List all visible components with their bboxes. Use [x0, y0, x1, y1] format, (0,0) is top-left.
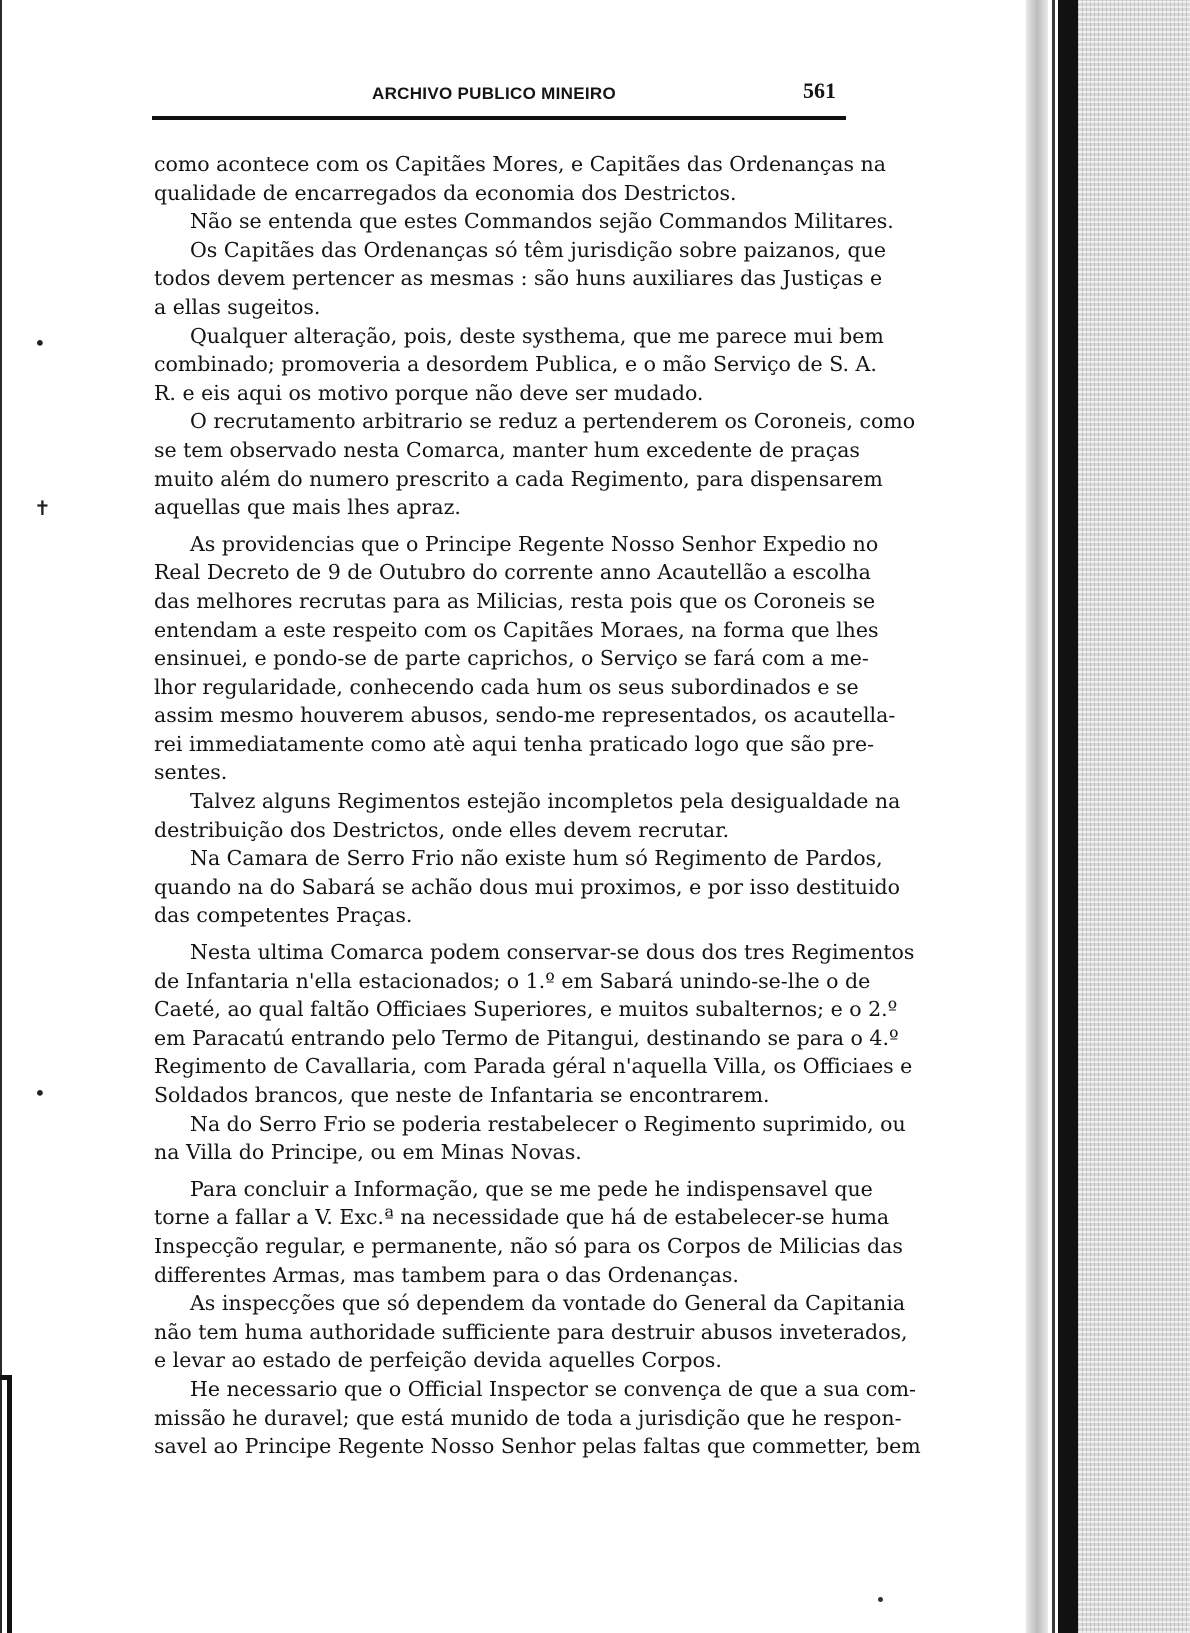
text-line: se tem observado nesta Comarca, manter hum excedente de praças: [154, 437, 860, 462]
speck: [878, 1597, 883, 1602]
text-line: e levar ao estado de perfeição devida aquelles Corpos.: [154, 1348, 722, 1373]
text-line: ensinuei, e pondo-se de parte caprichos, o Serviço se fará com a me-: [154, 646, 869, 671]
text-line: Qualquer alteração, pois, deste systhema, que me parece mui bem: [190, 323, 884, 348]
text-line: Nesta ultima Comarca podem conservar-se dous dos tres Regimentos: [190, 940, 915, 965]
text-line: torne a fallar a V. Exc.ª na necessidade que há de estabelecer-se huma: [154, 1205, 890, 1230]
margin-dot: •: [34, 331, 46, 355]
text-line: Os Capitães das Ordenanças só têm jurisdição sobre paizanos, que: [190, 237, 886, 262]
text-line: Na do Serro Frio se poderia restabelecer o Regimento suprimido, ou: [190, 1111, 906, 1136]
text-line: savel ao Principe Regente Nosso Senhor pelas faltas que commetter, bem: [154, 1434, 921, 1459]
text-line: como acontece com os Capitães Mores, e Capitães das Ordenanças na: [154, 152, 886, 176]
header-rule: [152, 116, 846, 120]
text-line: todos devem pertencer as mesmas : são huns auxiliares das Justiças e: [154, 266, 883, 291]
text-line: de Infantaria n'ella estacionados; o 1.º em Sabará unindo-se-lhe o de: [154, 968, 871, 993]
margin-dagger: ✝: [34, 496, 51, 520]
running-head: [152, 78, 844, 112]
body-text: [154, 150, 921, 1461]
text-line: Não se entenda que estes Commandos sejão Commandos Militares.: [190, 209, 894, 234]
text-line: qualidade de encarregados da economia dos Destrictos.: [154, 180, 737, 205]
text-line: muito além do numero prescrito a cada Regimento, para dispensarem: [154, 466, 883, 491]
text-line: As inspecções que só dependem da vontade do General da Capitania: [190, 1291, 906, 1316]
text-line: aquellas que mais lhes apraz.: [154, 495, 461, 520]
text-line: Inspecção regular, e permanente, não só para os Corpos de Milicias das: [154, 1233, 903, 1258]
text-line: quando na do Sabará se achão dous mui proximos, e por isso destituido: [154, 874, 901, 899]
facing-page-edge: [1078, 0, 1190, 1633]
text-line: sentes.: [154, 760, 228, 785]
scan-corner-mark: [0, 1375, 12, 1633]
text-line: não tem huma authoridade sufficiente para destruir abusos inveterados,: [154, 1319, 908, 1344]
text-line: As providencias que o Principe Regente Nosso Senhor Expedio no: [190, 531, 879, 556]
text-line: O recrutamento arbitrario se reduz a pertenderem os Coroneis, como: [190, 409, 916, 434]
text-line: na Villa do Principe, ou em Minas Novas.: [154, 1140, 582, 1165]
text-line: He necessario que o Official Inspector se convença de que a sua com-: [190, 1376, 916, 1401]
text-line: Regimento de Cavallaria, com Parada géral n'aquella Villa, os Officiaes e: [154, 1054, 913, 1079]
book-gutter-shadow: [1026, 0, 1048, 1633]
text-line: rei immediatamente como atè aqui tenha praticado logo que são pre-: [154, 731, 875, 756]
text-line: Soldados brancos, que neste de Infantaria se encontrarem.: [154, 1083, 770, 1107]
running-head-title: ARCHIVO PUBLICO MINEIRO: [372, 84, 616, 103]
text-line: a ellas sugeitos.: [154, 294, 321, 319]
text-line: lhor regularidade, conhecendo cada hum os seus subordinados e se: [154, 674, 859, 699]
text-line: Na Camara de Serro Frio não existe hum só Regimento de Pardos,: [190, 846, 883, 871]
text-line: differentes Armas, mas tambem para o das Ordenanças.: [154, 1262, 739, 1287]
text-line: combinado; promoveria a desordem Publica, e o mão Serviço de S. A.: [154, 352, 877, 377]
text-line: das melhores recrutas para as Milicias, resta pois que os Coroneis se: [154, 588, 876, 613]
text-line: das competentes Praças.: [154, 903, 413, 928]
text-line: R. e eis aqui os motivo porque não deve ser mudado.: [154, 380, 704, 405]
text-line: assim mesmo houverem abusos, sendo-me representados, os acautella-: [154, 703, 896, 728]
text-line: missão he duravel; que está munido de toda a jurisdição que he respon-: [154, 1405, 902, 1430]
page-number: 561: [803, 78, 836, 103]
text-line: em Paracatú entrando pelo Termo de Pitangui, destinando se para o 4.º: [154, 1025, 899, 1050]
text-line: Talvez alguns Regimentos estejão incompletos pela desigualdade na: [190, 789, 901, 814]
margin-dot: •: [34, 1081, 46, 1105]
text-line: Caeté, ao qual faltão Officiaes Superiores, e muitos subalternos; e o 2.º: [154, 997, 898, 1022]
book-spine-band: [1058, 0, 1078, 1633]
book-spine-line: [1052, 0, 1055, 1633]
text-line: Para concluir a Informação, que se me pede he indispensavel que: [190, 1176, 873, 1201]
text-line: entendam a este respeito com os Capitães Moraes, na forma que lhes: [154, 617, 879, 642]
text-line: destribuição dos Destrictos, onde elles devem recrutar.: [154, 817, 730, 842]
text-line: Real Decreto de 9 de Outubro do corrente anno Acautellão a escolha: [154, 560, 871, 585]
